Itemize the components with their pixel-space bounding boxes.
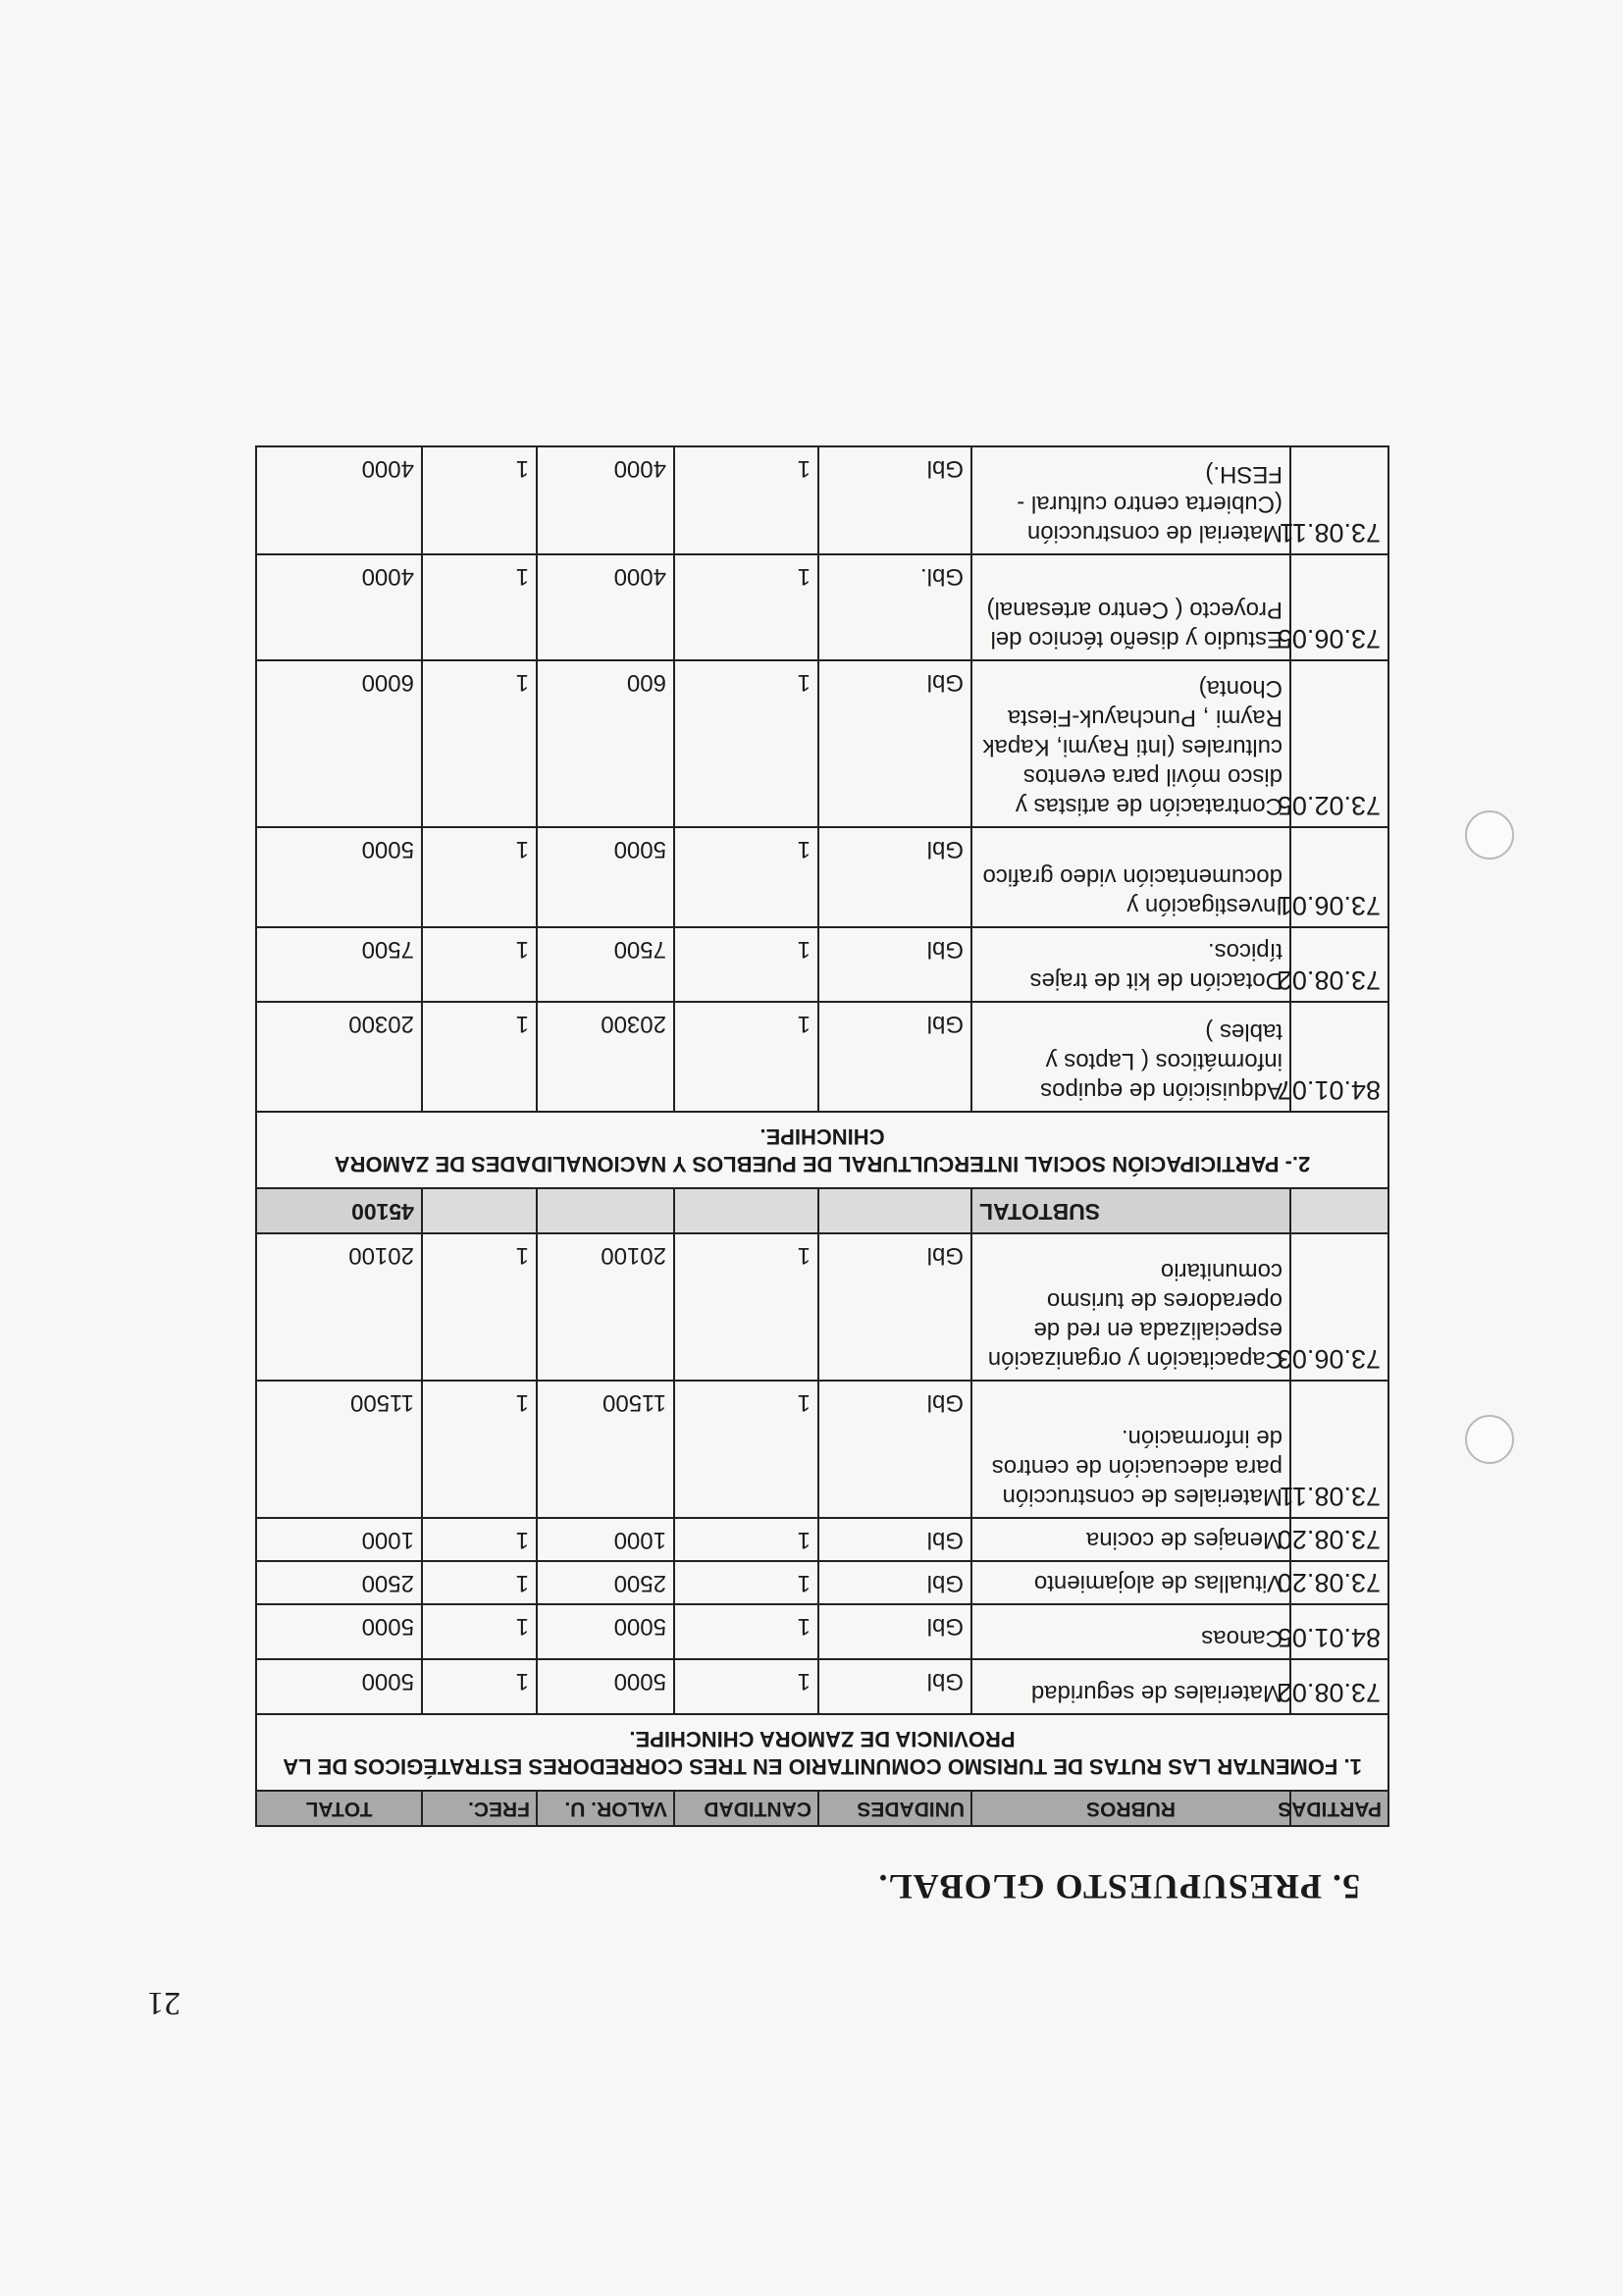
table-row (256, 1233, 1388, 1381)
page-number: 21 (147, 1985, 181, 2021)
valor-u-cell: 600 (537, 660, 674, 827)
rubro-cell: Investigación y documentación video grafico (971, 827, 1290, 927)
unidades-cell: Gbl (818, 446, 971, 554)
total-cell: 7500 (256, 927, 422, 1002)
valor-u-cell: 4000 (537, 446, 674, 554)
valor-u-cell: 11500 (537, 1381, 674, 1518)
valor-u-cell: 7500 (537, 927, 674, 1002)
table-row (256, 1381, 1388, 1518)
frec-cell: 1 (422, 1659, 537, 1714)
rubro-cell: Adquisición de equipos informáticos ( Laptos y tables ) (971, 1002, 1290, 1112)
frec-cell: 1 (422, 660, 537, 827)
cantidad-cell: 1 (674, 1002, 818, 1112)
frec-cell: 1 (422, 1604, 537, 1659)
unidades-cell: Gbl (818, 660, 971, 827)
total-cell: 6000 (256, 660, 422, 827)
cantidad-cell: 1 (674, 554, 818, 660)
frec-cell: 1 (422, 1518, 537, 1561)
partida-cell: 73.08.11 (1290, 446, 1388, 554)
rubro-cell: Menajes de cocina (971, 1518, 1290, 1561)
table-row (256, 1659, 1388, 1714)
subtotal-empty-cell (1290, 1188, 1388, 1233)
frec-cell: 1 (422, 1381, 537, 1518)
section-1-heading: 1. FOMENTAR LAS RUTAS DE TURISMO COMUNITARIO EN TRES CORREDORES ESTRATÉGICOS DE LA PROVINCIA DE ZAMORA CHINCHIPE. (256, 1714, 1388, 1791)
valor-u-cell: 5000 (537, 1604, 674, 1659)
rubro-cell: Material de construcción (Cubierta centro cultural - FESH.) (971, 446, 1290, 554)
total-cell: 2500 (256, 1561, 422, 1604)
partida-cell: 73.06.05 (1290, 554, 1388, 660)
unidades-cell: Gbl (818, 1518, 971, 1561)
partida-cell: 84.01.05 (1290, 1604, 1388, 1659)
header-total: TOTAL (256, 1791, 422, 1826)
unidades-cell: Gbl (818, 1604, 971, 1659)
subtotal-empty-cell (537, 1188, 674, 1233)
section-title: 5. PRESUPUESTO GLOBAL. (877, 1867, 1360, 1906)
header-partidas: PARTIDAS (1290, 1791, 1388, 1826)
subtotal-label: SUBTOTAL (971, 1188, 1290, 1233)
partida-cell: 73.08.02 (1290, 927, 1388, 1002)
header-frec: FREC. (422, 1791, 537, 1826)
subtotal-empty-cell (818, 1188, 971, 1233)
unidades-cell: Gbl (818, 1002, 971, 1112)
section-2-heading: 2.- PARTICIPACIÓN SOCIAL INTERCULTURAL DE PUEBLOS Y NACIONALIDADES DE ZAMORA CHINCHIPE. (256, 1112, 1388, 1188)
rubro-cell: Vituallas de alojamiento (971, 1561, 1290, 1604)
cantidad-cell: 1 (674, 660, 818, 827)
unidades-cell: Gbl (818, 827, 971, 927)
total-cell: 1000 (256, 1518, 422, 1561)
partida-cell: 73.06.03 (1290, 1233, 1388, 1381)
table-row (256, 1561, 1388, 1604)
total-cell: 4000 (256, 554, 422, 660)
unidades-cell: Gbl. (818, 554, 971, 660)
header-valor-u: VALOR. U. (537, 1791, 674, 1826)
header-unidades: UNIDADES (818, 1791, 971, 1826)
frec-cell: 1 (422, 1561, 537, 1604)
rubro-cell: Contratación de artistas y disco móvil para eventos culturales (Inti Raymi, Kapak Raymi , Punchayuk-Fiesta Chonta) (971, 660, 1290, 827)
unidades-cell: Gbl (818, 1561, 971, 1604)
valor-u-cell: 1000 (537, 1518, 674, 1561)
cantidad-cell: 1 (674, 446, 818, 554)
partida-cell: 73.08.20 (1290, 1518, 1388, 1561)
total-cell: 5000 (256, 1604, 422, 1659)
total-cell: 20300 (256, 1002, 422, 1112)
punch-hole-top (1465, 1415, 1514, 1464)
cantidad-cell: 1 (674, 927, 818, 1002)
subtotal-row (256, 1188, 1388, 1233)
partida-cell: 73.08.02 (1290, 1659, 1388, 1714)
frec-cell: 1 (422, 1233, 537, 1381)
total-cell: 11500 (256, 1381, 422, 1518)
frec-cell: 1 (422, 554, 537, 660)
partida-cell: 73.06.01 (1290, 827, 1388, 927)
subtotal-empty-cell (422, 1188, 537, 1233)
rubro-cell: Capacitación y organización especializada en red de operadores de turismo comunitario (971, 1233, 1290, 1381)
valor-u-cell: 5000 (537, 827, 674, 927)
partida-cell: 73.02.05 (1290, 660, 1388, 827)
unidades-cell: Gbl (818, 1659, 971, 1714)
unidades-cell: Gbl (818, 1381, 971, 1518)
table-row (256, 1604, 1388, 1659)
table-row (256, 446, 1388, 554)
table-row (256, 927, 1388, 1002)
rubro-cell: Dotación de kit de trajes típicos. (971, 927, 1290, 1002)
table-row (256, 827, 1388, 927)
section-2-heading-row (256, 1112, 1388, 1188)
rubro-cell: Materiales de construcción para adecuación de centros de información. (971, 1381, 1290, 1518)
header-cantidad: CANTIDAD (674, 1791, 818, 1826)
header-row (256, 1791, 1388, 1826)
table-row (256, 1002, 1388, 1112)
rubro-cell: Canoas (971, 1604, 1290, 1659)
cantidad-cell: 1 (674, 1381, 818, 1518)
partida-cell: 84.01.07 (1290, 1002, 1388, 1112)
cantidad-cell: 1 (674, 827, 818, 927)
cantidad-cell: 1 (674, 1561, 818, 1604)
cantidad-cell: 1 (674, 1518, 818, 1561)
frec-cell: 1 (422, 1002, 537, 1112)
valor-u-cell: 20300 (537, 1002, 674, 1112)
partida-cell: 73.08.11 (1290, 1381, 1388, 1518)
punch-hole-bottom (1465, 810, 1514, 860)
unidades-cell: Gbl (818, 927, 971, 1002)
valor-u-cell: 2500 (537, 1561, 674, 1604)
valor-u-cell: 4000 (537, 554, 674, 660)
header-rubros: RUBROS (971, 1791, 1290, 1826)
unidades-cell: Gbl (818, 1233, 971, 1381)
frec-cell: 1 (422, 446, 537, 554)
cantidad-cell: 1 (674, 1604, 818, 1659)
cantidad-cell: 1 (674, 1659, 818, 1714)
total-cell: 5000 (256, 827, 422, 927)
total-cell: 20100 (256, 1233, 422, 1381)
rubro-cell: Materiales de seguridad (971, 1659, 1290, 1714)
budget-table (255, 445, 1389, 1827)
subtotal-empty-cell (674, 1188, 818, 1233)
partida-cell: 73.08.20 (1290, 1561, 1388, 1604)
valor-u-cell: 5000 (537, 1659, 674, 1714)
table-row (256, 660, 1388, 827)
section-1-heading-row (256, 1714, 1388, 1791)
total-cell: 5000 (256, 1659, 422, 1714)
valor-u-cell: 20100 (537, 1233, 674, 1381)
subtotal-value: 45100 (256, 1188, 422, 1233)
rubro-cell: Estudio y diseño técnico del Proyecto ( Centro artesanal) (971, 554, 1290, 660)
total-cell: 4000 (256, 446, 422, 554)
frec-cell: 1 (422, 927, 537, 1002)
cantidad-cell: 1 (674, 1233, 818, 1381)
table-row (256, 1518, 1388, 1561)
frec-cell: 1 (422, 827, 537, 927)
table-row (256, 554, 1388, 660)
